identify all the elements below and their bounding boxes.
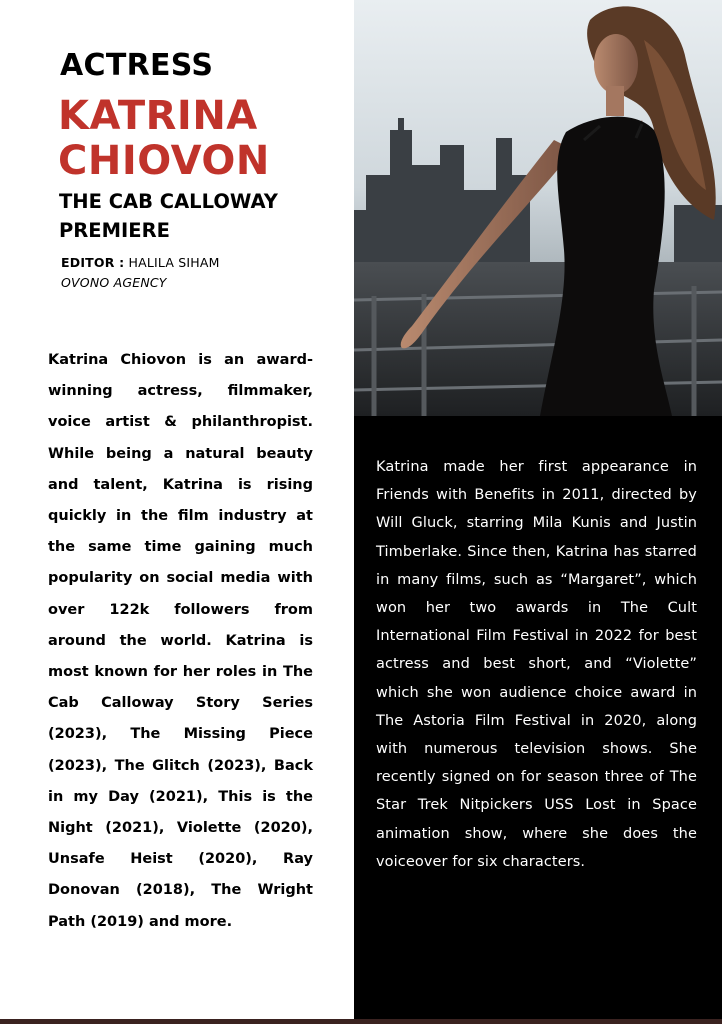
headline-name-line-2: CHIOVON — [58, 138, 270, 184]
article-right-paragraph: Katrina made her first appearance in Friends with Benefits in 2011, directed by Will Gluck, starring Mila Kunis and Justin Timberlake. Since then, Katrina has starred in many films, such as “Margaret”, which won her two awards in The Cult International Film Festival in 2022 for best actress and best short, and “Violette” which she won audience choice award in The Astoria Film Festival in 2020, along with numerous television shows. She recently signed on for season three of The Star Trek Nitpickers USS Lost in Space animation show, where she does the voiceover for six characters. — [376, 459, 697, 870]
headline-name-line-1: KATRINA — [58, 93, 258, 139]
editor-name: HALILA SIHAM — [128, 255, 220, 270]
editor-label: EDITOR : — [61, 255, 125, 270]
headline-name — [58, 94, 270, 184]
editor-credit — [61, 255, 220, 270]
bottom-band — [0, 1019, 722, 1024]
portrait-photo — [354, 0, 722, 416]
article-left-paragraph: Katrina Chiovon is an award-winning actress, filmmaker, voice artist & philanthropist. While being a natural beauty and talent, Katrina is rising quickly in the film industry at the same time gaining much popularity on social media with over 122k followers from around the world. Katrina is most known for her roles in The Cab Calloway Story Series (2023), The Missing Piece (2023), The Glitch (2023), Back in my Day (2021), This is the Night (2021), Violette (2020), Unsafe Heist (2020), Ray Donovan (2018), The Wright Path (2019) and more. — [48, 352, 313, 930]
agency-credit: OVONO AGENCY — [61, 275, 167, 290]
headline-subtitle: THE CAB CALLOWAY PREMIERE — [59, 190, 278, 242]
section-kicker: ACTRESS — [60, 48, 214, 83]
